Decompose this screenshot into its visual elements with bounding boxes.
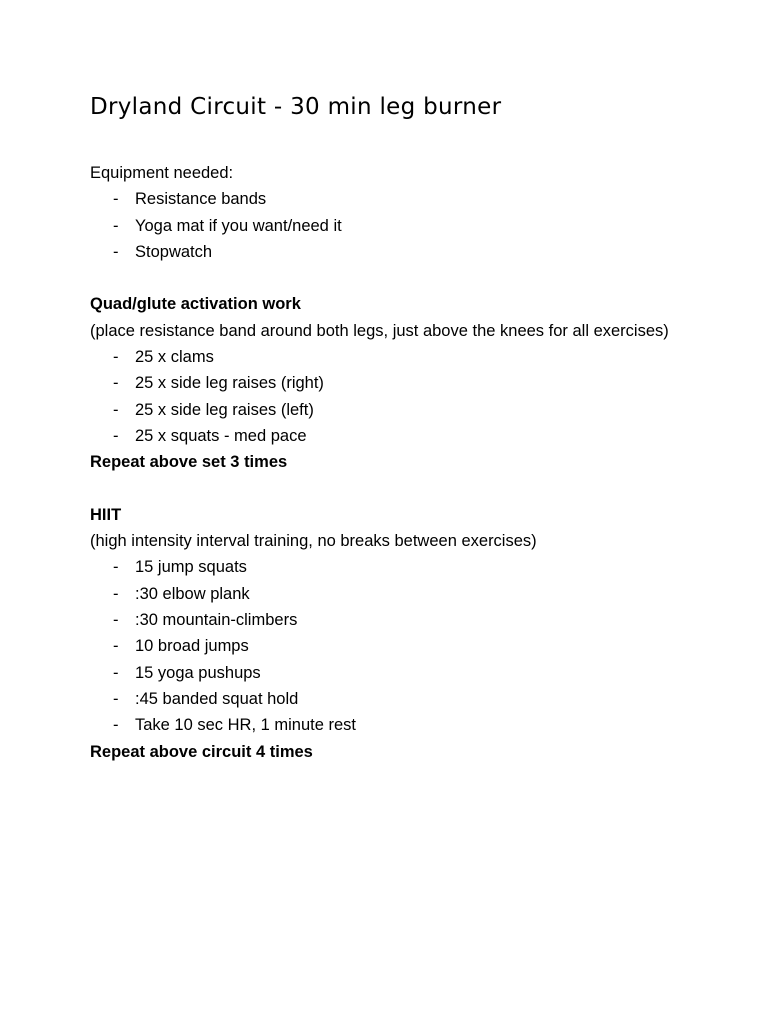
list-item-text: 15 jump squats	[135, 558, 247, 577]
list-item	[90, 397, 690, 423]
list-item-text: 15 yoga pushups	[135, 663, 261, 682]
bullet-dash: -	[113, 558, 119, 577]
activation-section	[90, 291, 690, 475]
bullet-dash: -	[113, 400, 119, 419]
list-item	[90, 607, 690, 633]
bullet-dash: -	[113, 584, 119, 603]
list-item	[90, 344, 690, 370]
activation-repeat: Repeat above set 3 times	[90, 453, 288, 472]
bullet-dash: -	[113, 242, 119, 261]
list-item-text: 10 broad jumps	[135, 637, 249, 656]
bullet-dash: -	[113, 348, 119, 367]
spacer	[90, 476, 690, 502]
list-item	[90, 423, 690, 449]
bullet-dash: -	[113, 663, 119, 682]
list-item	[90, 686, 690, 712]
list-item	[90, 186, 690, 212]
spacer	[90, 265, 690, 291]
list-item-text: 25 x squats - med pace	[135, 426, 307, 445]
equipment-heading: Equipment needed:	[90, 164, 234, 182]
list-item	[90, 213, 690, 239]
list-item	[90, 239, 690, 265]
list-item	[90, 554, 690, 580]
list-item-text: 25 x side leg raises (left)	[135, 400, 314, 419]
hiit-heading: HIIT	[90, 505, 122, 524]
list-item-text: Stopwatch	[135, 242, 213, 261]
bullet-dash: -	[113, 637, 119, 656]
list-item-text: :30 mountain-climbers	[135, 611, 298, 630]
hiit-note: (high intensity interval training, no breaks between exercises)	[90, 532, 537, 551]
hiit-list	[90, 554, 690, 738]
list-item-text: Take 10 sec HR, 1 minute rest	[135, 716, 357, 735]
activation-heading: Quad/glute activation work	[90, 295, 301, 314]
bullet-dash: -	[113, 190, 119, 209]
document-title: Dryland Circuit - 30 min leg burner	[90, 94, 502, 120]
bullet-dash: -	[113, 716, 119, 735]
bullet-dash: -	[113, 611, 119, 630]
list-item-text: :30 elbow plank	[135, 584, 250, 603]
activation-list	[90, 344, 690, 449]
list-item-text: Resistance bands	[135, 190, 267, 209]
list-item	[90, 581, 690, 607]
equipment-list	[90, 186, 690, 265]
list-item-text: :45 banded squat hold	[135, 689, 299, 708]
list-item	[90, 660, 690, 686]
hiit-repeat: Repeat above circuit 4 times	[90, 742, 313, 761]
bullet-dash: -	[113, 216, 119, 235]
bullet-dash: -	[113, 689, 119, 708]
list-item-text: 25 x clams	[135, 348, 214, 367]
hiit-section	[90, 502, 690, 765]
list-item-text: Yoga mat if you want/need it	[135, 216, 342, 235]
activation-note: (place resistance band around both legs, just above the knees for all exercises)	[90, 321, 669, 340]
list-item	[90, 712, 690, 738]
list-item	[90, 370, 690, 396]
list-item	[90, 633, 690, 659]
equipment-section	[90, 160, 690, 265]
list-item-text: 25 x side leg raises (right)	[135, 374, 324, 393]
document-page	[90, 92, 690, 765]
bullet-dash: -	[113, 374, 119, 393]
bullet-dash: -	[113, 426, 119, 445]
